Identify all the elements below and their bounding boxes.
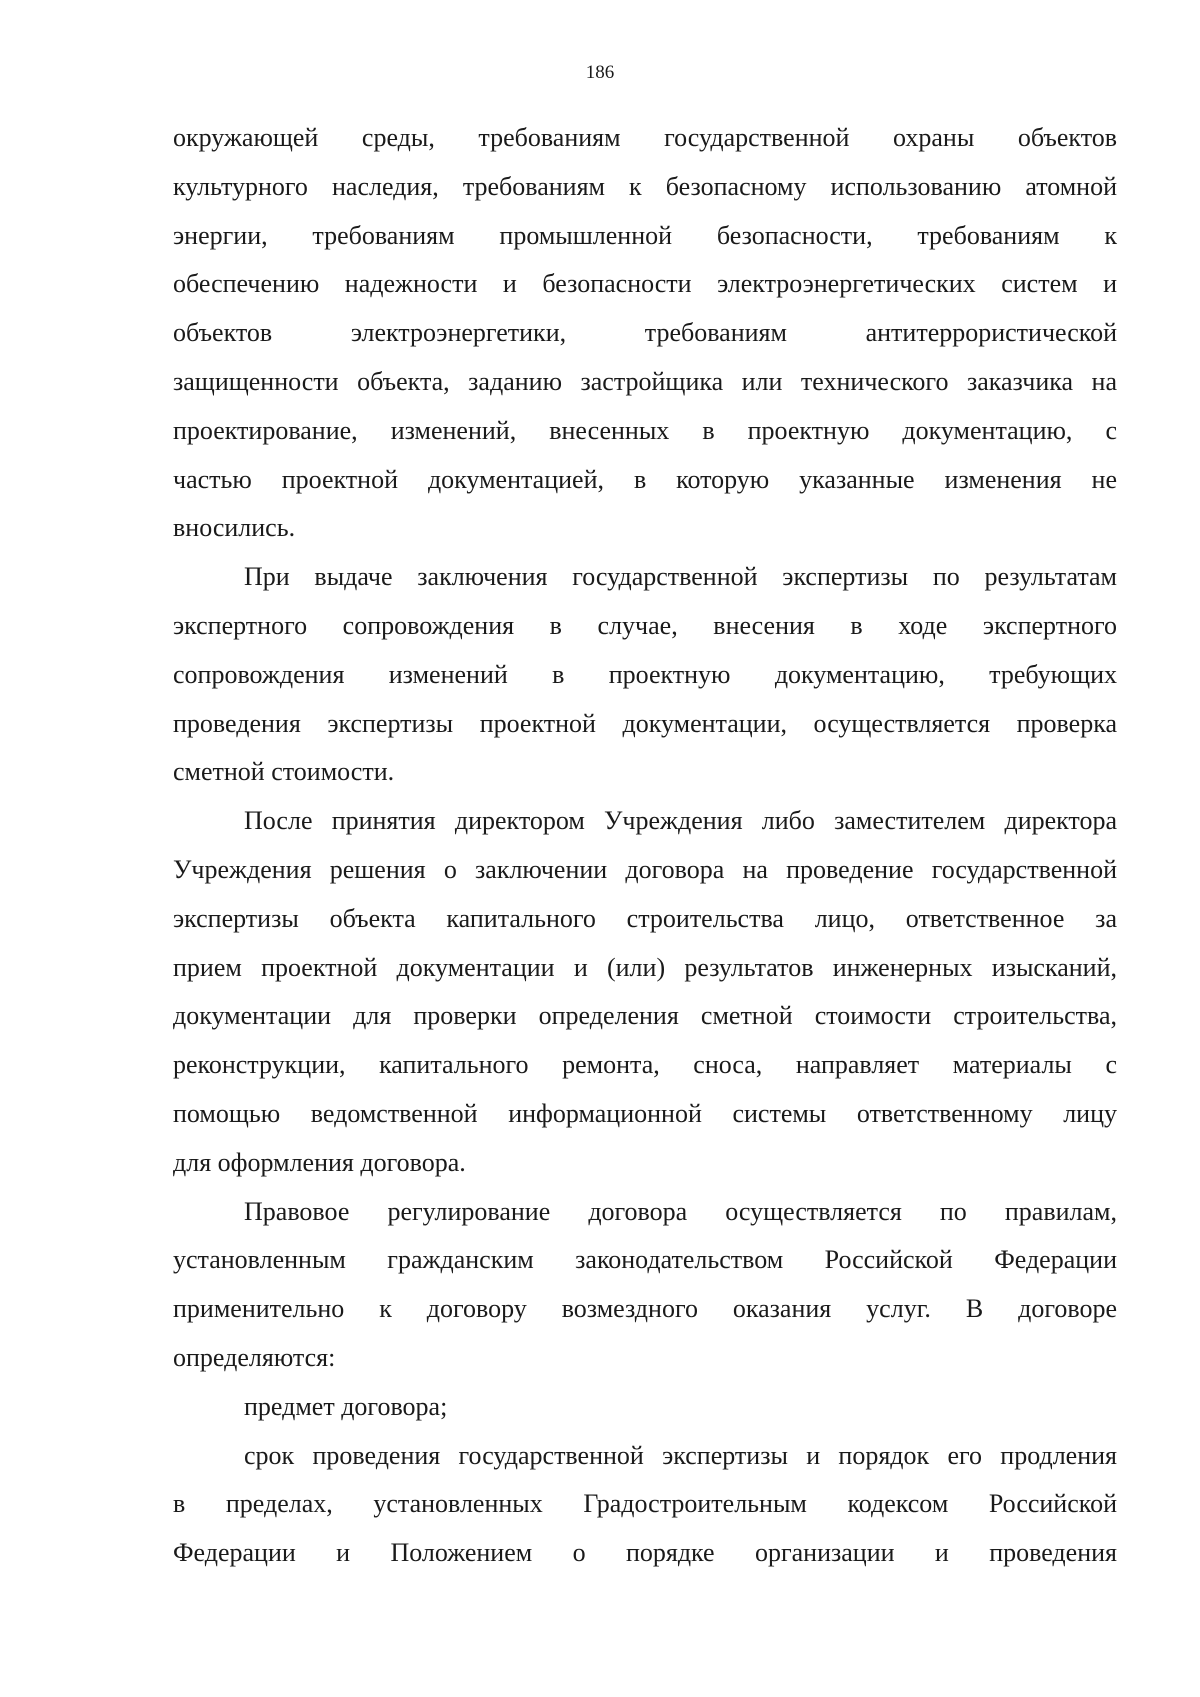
text-line: применительно к договору возмездного оказания услуг. В договоре <box>173 1294 1117 1324</box>
text-line: установленным гражданским законодательством Российской Федерации <box>173 1245 1117 1275</box>
text-line: культурного наследия, требованиям к безопасному использованию атомной <box>173 171 1117 201</box>
text-line: документации для проверки определения сметной стоимости строительства, <box>173 1001 1117 1031</box>
text-line: Учреждения решения о заключении договора на проведение государственной <box>173 854 1117 884</box>
text-line: частью проектной документацией, в которую указанные изменения не <box>173 464 1117 494</box>
text-line: Федерации и Положением о порядке организации и проведения <box>173 1538 1117 1568</box>
text-line: защищенности объекта, заданию застройщика или технического заказчика на <box>173 366 1117 396</box>
text-line: определяются: <box>173 1342 336 1372</box>
text-line: помощью ведомственной информационной системы ответственному лицу <box>173 1098 1117 1128</box>
paragraph <box>173 114 1117 553</box>
text-line: прием проектной документации и (или) результатов инженерных изысканий, <box>173 952 1117 982</box>
text-line: вносились. <box>173 513 296 543</box>
paragraph <box>173 1383 1117 1432</box>
text-line: обеспечению надежности и безопасности электроэнергетических систем и <box>173 269 1117 299</box>
text-line: энергии, требованиям промышленной безопасности, требованиям к <box>173 220 1117 250</box>
text-line: сопровождения изменений в проектную документацию, требующих <box>173 659 1117 689</box>
text-line: экспертизы объекта капитального строительства лицо, ответственное за <box>173 903 1117 933</box>
text-line: реконструкции, капитального ремонта, сноса, направляет материалы с <box>173 1050 1117 1080</box>
text-line: сметной стоимости. <box>173 757 395 787</box>
text-line: в пределах, установленных Градостроительным кодексом Российской <box>173 1489 1117 1519</box>
text-line: экспертного сопровождения в случае, внесения в ходе экспертного <box>173 610 1117 640</box>
text-line: Правовое регулирование договора осуществляется по правилам, <box>244 1196 1117 1226</box>
text-line: проектирование, изменений, внесенных в проектную документацию, с <box>173 415 1117 445</box>
paragraph <box>173 553 1117 797</box>
text-line: объектов электроэнергетики, требованиям антитеррористической <box>173 318 1117 348</box>
text-line: для оформления договора. <box>173 1147 466 1177</box>
paragraph <box>173 1432 1117 1578</box>
paragraph <box>173 797 1117 1187</box>
text-line: срок проведения государственной экспертизы и порядок его продления <box>244 1440 1117 1470</box>
text-line: предмет договора; <box>244 1391 448 1421</box>
text-line: При выдаче заключения государственной экспертизы по результатам <box>244 562 1117 592</box>
text-line: проведения экспертизы проектной документации, осуществляется проверка <box>173 708 1117 738</box>
document-body <box>173 114 1117 1578</box>
text-line: окружающей среды, требованиям государственной охраны объектов <box>173 123 1117 152</box>
page-number: 186 <box>585 62 615 83</box>
text-line: После принятия директором Учреждения либо заместителем директора <box>244 806 1117 836</box>
paragraph <box>173 1188 1117 1383</box>
